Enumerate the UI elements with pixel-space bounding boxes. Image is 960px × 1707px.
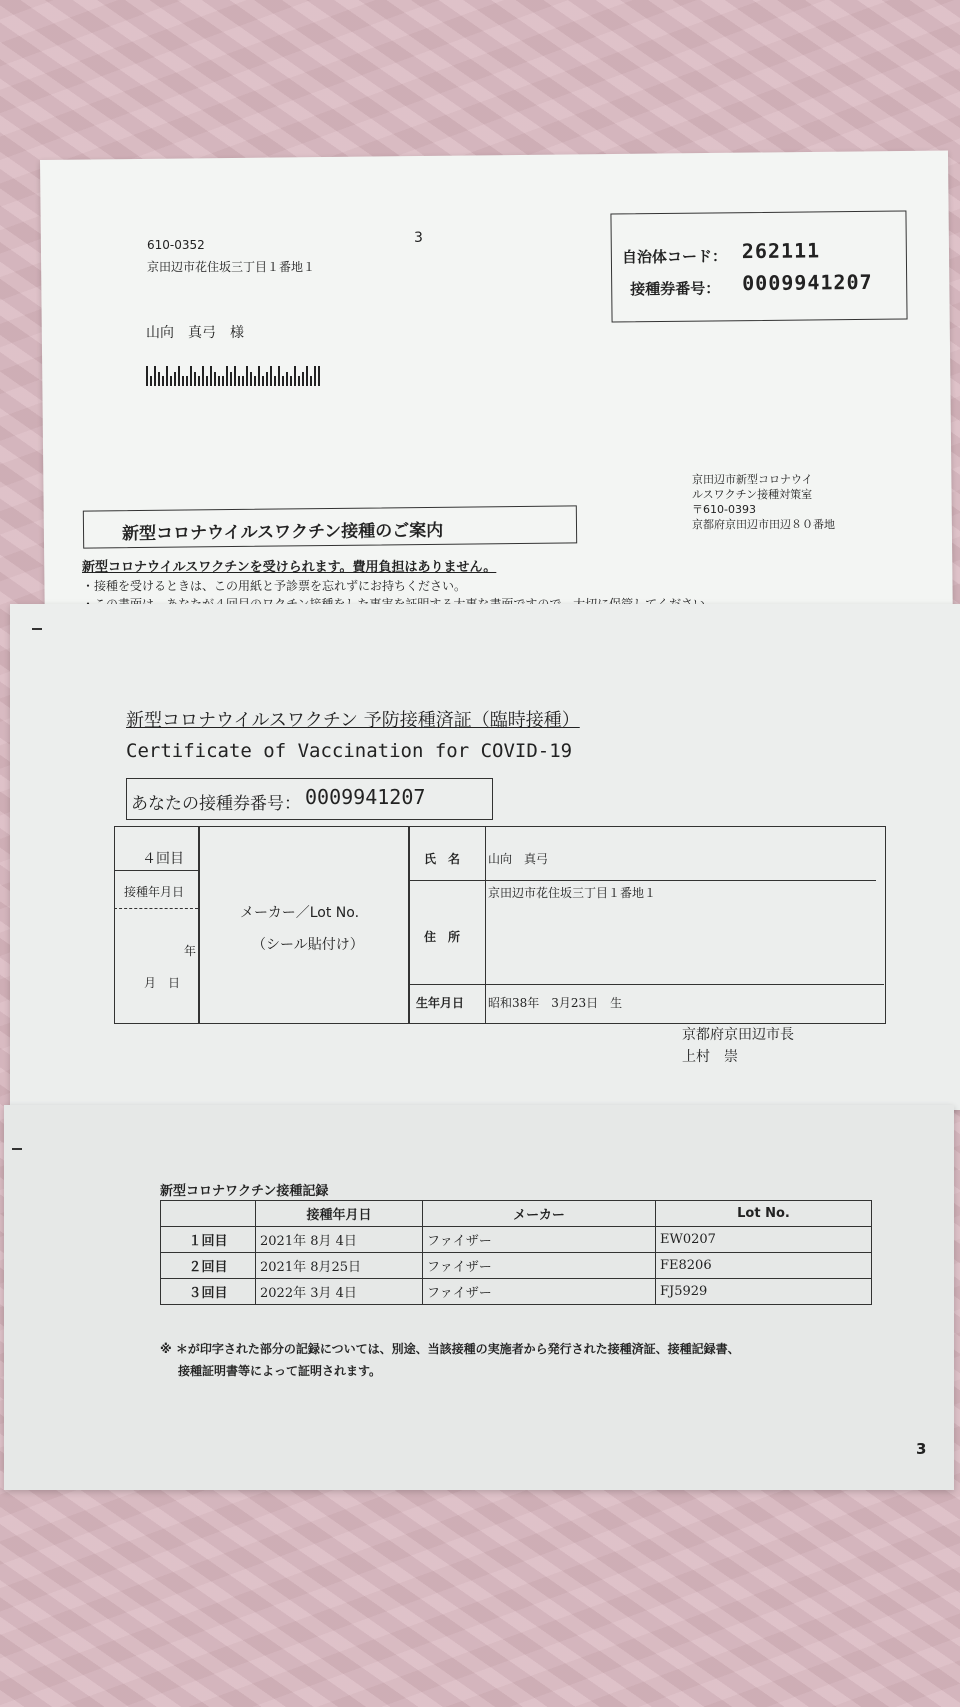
barcode-bar	[262, 376, 264, 386]
barcode-bar	[186, 376, 188, 386]
certificate-ticket-box	[126, 778, 493, 820]
barcode-bar	[178, 366, 180, 386]
sender-postal: 〒610-0393	[692, 503, 756, 516]
municipality-code-label: 自治体コード：	[621, 247, 728, 267]
record-header-date: 接種年月日	[256, 1201, 423, 1227]
postal-barcode	[146, 366, 412, 386]
notice-title: 新型コロナウイルスワクチン接種のご案内	[121, 520, 444, 545]
certificate-title-en: Certificate of Vaccination for COVID-19	[126, 740, 573, 762]
recipient-name: 山向 真弓 様	[146, 325, 244, 341]
barcode-bar	[202, 366, 204, 386]
barcode-bar	[266, 372, 268, 386]
record-maker: ファイザー	[423, 1227, 656, 1253]
barcode-bar	[214, 372, 216, 386]
sender-address: 京都府京田辺市田辺８０番地	[692, 518, 835, 531]
name-value: 山向 真弓	[488, 852, 549, 866]
barcode-bar	[238, 376, 240, 386]
record-header-lot: Lot No.	[656, 1201, 872, 1227]
issuer-title: 京都府京田辺市長	[682, 1027, 794, 1043]
barcode-bar	[226, 366, 228, 386]
record-dose: ２回目	[161, 1253, 256, 1279]
table-row	[161, 1227, 872, 1253]
record-lot: FJ5929	[656, 1279, 872, 1305]
record-header-row	[161, 1201, 872, 1227]
record-dose: ３回目	[161, 1279, 256, 1305]
barcode-bar	[246, 366, 248, 386]
barcode-bar	[162, 376, 164, 386]
sticker-label: （シール貼付け）	[252, 937, 364, 953]
code-box	[610, 210, 907, 322]
barcode-bar	[190, 366, 192, 386]
barcode-bar	[258, 366, 260, 386]
record-maker: ファイザー	[423, 1253, 656, 1279]
barcode-bar	[234, 366, 236, 386]
barcode-bar	[298, 376, 300, 386]
barcode-bar	[302, 372, 304, 386]
record-note-line1: ※ ＊が印字された部分の記録については、別途、当該接種の実施者から発行された接種済証、接種記録書、	[160, 1342, 740, 1356]
barcode-bar	[206, 376, 208, 386]
municipality-code-value: 262111	[741, 238, 821, 264]
barcode-bar	[182, 376, 184, 386]
row-divider-2	[408, 984, 884, 985]
record-header-dose	[161, 1201, 256, 1227]
barcode-bar	[318, 366, 320, 386]
barcode-bar	[230, 372, 232, 386]
ticket-number-label: 接種券番号：	[630, 279, 721, 299]
date-year: 年	[184, 944, 197, 958]
barcode-bar	[242, 376, 244, 386]
dose-divider	[114, 870, 198, 871]
barcode-bar	[290, 376, 292, 386]
maker-lot-label: メーカー／Lot No.	[240, 905, 360, 921]
barcode-bar	[314, 366, 316, 386]
issuer-name: 上村 崇	[682, 1049, 738, 1065]
date-divider	[114, 908, 198, 909]
date-month-day: 月 日	[144, 976, 181, 990]
barcode-bar	[250, 372, 252, 386]
date-label: 接種年月日	[124, 885, 185, 899]
barcode-bar	[194, 372, 196, 386]
record-maker: ファイザー	[423, 1279, 656, 1305]
ticket-number-value: 0009941207	[742, 269, 873, 296]
certificate-ticket-value: 0009941207	[305, 785, 426, 809]
barcode-bar	[146, 366, 148, 386]
barcode-bar	[174, 372, 176, 386]
barcode-bar	[218, 376, 220, 386]
barcode-bar	[286, 372, 288, 386]
birth-value: 昭和38年 3月23日 生	[488, 996, 623, 1010]
barcode-bar	[306, 366, 308, 386]
barcode-bar	[154, 366, 156, 386]
record-date: 2021年 8月 4日	[256, 1227, 423, 1253]
birth-label: 生年月日	[416, 996, 465, 1010]
barcode-bar	[274, 376, 276, 386]
barcode-bar	[294, 366, 296, 386]
barcode-bar	[282, 376, 284, 386]
record-note-line2: 接種証明書等によって証明されます。	[178, 1364, 382, 1378]
table-row	[161, 1253, 872, 1279]
sticker-column	[198, 826, 410, 1024]
record-dose: １回目	[161, 1227, 256, 1253]
barcode-bar	[278, 366, 280, 386]
barcode-bar	[270, 366, 272, 386]
record-date: 2021年 8月25日	[256, 1253, 423, 1279]
dose-number: ４回目	[142, 851, 184, 867]
page-number: 3	[916, 1440, 927, 1458]
certificate-ticket-label: あなたの接種券番号：	[131, 794, 301, 814]
sender-line1: 京田辺市新型コロナウイ	[692, 473, 813, 486]
barcode-bar	[222, 376, 224, 386]
vaccination-record-table	[160, 1200, 872, 1305]
postal-code: 610-0352	[147, 238, 205, 252]
record-date: 2022年 3月 4日	[256, 1279, 423, 1305]
record-title: 新型コロナワクチン接種記録	[160, 1184, 329, 1199]
name-label: 氏 名	[424, 852, 461, 866]
barcode-bar	[254, 376, 256, 386]
barcode-bar	[170, 376, 172, 386]
fold-mark-2	[12, 1148, 22, 1150]
record-lot: EW0207	[656, 1227, 872, 1253]
barcode-bar	[158, 372, 160, 386]
barcode-bar	[310, 376, 312, 386]
notice-bullet-1: ・接種を受けるときは、この用紙と予診票を忘れずにお持ちください。	[82, 579, 467, 593]
record-header-maker: メーカー	[423, 1201, 656, 1227]
certificate-title-jp: 新型コロナウイルスワクチン 予防接種済証（臨時接種）	[126, 710, 580, 731]
sender-block	[692, 472, 835, 532]
barcode-bar	[198, 376, 200, 386]
row-divider-1	[408, 880, 876, 881]
notice-headline: 新型コロナウイルスワクチンを受けられます。費用負担はありません。	[82, 560, 497, 575]
page-mark: 3	[414, 230, 423, 246]
barcode-bar	[166, 366, 168, 386]
table-row	[161, 1279, 872, 1305]
record-lot: FE8206	[656, 1253, 872, 1279]
fold-mark	[32, 628, 42, 630]
recipient-address: 京田辺市花住坂三丁目１番地１	[147, 260, 316, 274]
address-label: 住 所	[424, 930, 461, 944]
address-value: 京田辺市花住坂三丁目１番地１	[488, 886, 657, 900]
barcode-bar	[150, 376, 152, 386]
notice-title-box	[83, 505, 577, 548]
barcode-bar	[210, 366, 212, 386]
sender-line2: ルスワクチン接種対策室	[692, 488, 813, 501]
